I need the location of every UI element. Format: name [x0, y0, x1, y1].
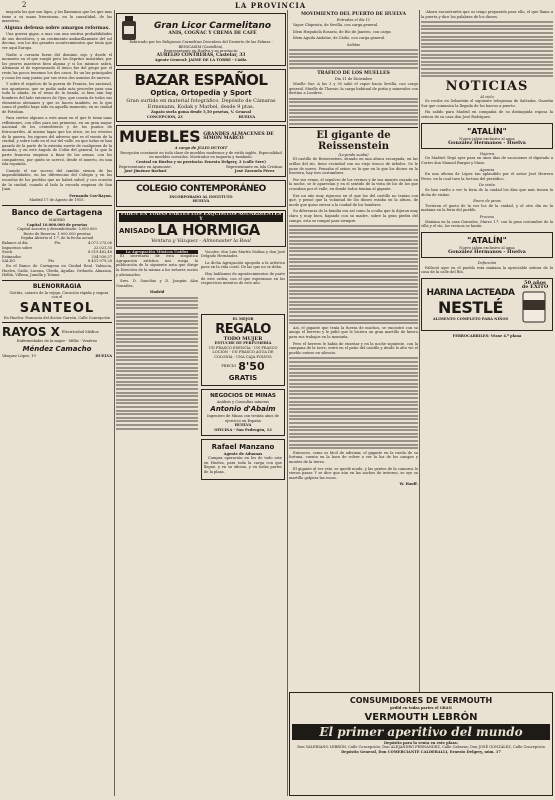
nestle-name: NESTLÉ	[438, 297, 503, 317]
muebles-desc: Recepción constante en toda clase de muebles modernos y de estilo inglés. Especialidad en muebles curvados. Mostrador en taquería y tumbado.	[120, 150, 282, 160]
rafael-text: Compra operación en los de todo este en Huelva, para toda la carga con que llegue, y en su oficina, y en todas partes de la plaza.	[204, 456, 282, 474]
mov-list	[289, 23, 418, 41]
bank-line: Capital suscrito y desembolsado: 5.000.000	[17, 227, 97, 232]
regalo-price: 8'50	[238, 359, 265, 373]
text-placeholder	[421, 21, 553, 77]
colegio-ad	[116, 180, 286, 207]
bazar-sub: Optica, Ortopedia y Sport	[150, 88, 252, 97]
enero-text: Tuvieron el gusto de la voz los de la ciudad, y el otro día en la mañana en la feria del pueblo.	[421, 203, 553, 213]
antonio-desc: Ingeniero de Minas con treinta años de ejercicio en España	[207, 414, 279, 423]
newspaper-name: LA PROVINCIA	[235, 1, 307, 10]
salidas-heading: Salidas	[346, 42, 361, 47]
hormiga-top: PIDEN EN TODAS PARTES LOS EXQUISITOS AGUARDIENTES Y	[120, 211, 282, 222]
gigante-text: Por sus venas, el sepulcro de los vecinos y de sus montes cuando en la noche, se le aparecían y en el sentido de la vista de los de los que cruzaban por el valle, en donde todos temían al gigante.	[289, 177, 418, 192]
trafico-text: Muelle Sur: A las 3 y 30 salió el vapor hacia Sevilla, con carga general. Muelle de Tharsis: la carga habitual de pirita y minerales con destino a Londres.	[289, 81, 418, 96]
mov-date: Entradas el día 11	[336, 18, 371, 23]
gigante-title: El gigante de Reissenstein	[316, 129, 391, 152]
tia-heading: De visita	[479, 183, 495, 188]
bank-note: En el Banco de Cartagena en Ciudad Real, Valencia, Huelva, Cadiz, Lucena, Ubeda, Aguilas, Orihuela, Almansa, Hellín, Villena, Jumilla y Totana	[2, 263, 112, 278]
defuncion-heading: Defunción	[477, 260, 497, 265]
negocios-ad	[201, 389, 285, 436]
agrup-text: El secretario de esta simpática Agrupación artística nos ruega la publicación de la siguiente nota que dirige la Directiva de la misma a los señores socios y aficionados.	[116, 254, 198, 277]
agrup-title: La Agrupación Músicos Unidos	[116, 250, 198, 255]
bank-cell: SALDO	[2, 259, 16, 264]
text-placeholder	[289, 49, 418, 69]
antonio-name: Antonio d'Abaim	[210, 405, 276, 414]
negocios-title: NEGOCIOS DE MINAS	[210, 392, 276, 399]
article-text: Una guerra gigas, a mas con una sentiva probabilidades de sus decedores, y un centimento ambarillamente del sol decimo, son los dos grandes acontecimientos que tenía que ver aquí Europa.	[2, 32, 112, 50]
atalin2-title: "ATALÍN"	[467, 235, 507, 245]
rayos-city: HUELVA	[95, 354, 112, 359]
text-placeholder	[116, 313, 198, 430]
atalin2-sub: Nuevo jabón exclusivo al agua	[459, 245, 515, 250]
ferrocarriles-note: FERROCARRILES: Véase 4.ª plana	[452, 333, 522, 338]
bank-table	[2, 241, 112, 264]
hormiga-sub: Ventura y Vázquez - Almonaster la Real	[151, 238, 251, 245]
gigante-text: El gigante al ver esto, se quedó mudo, y las gentes de la comarca lo vieron pasar. Y se dice que aún en las noches de invierno, se oye su martillo golpear las rocas.	[289, 466, 418, 480]
consumidores-sub: pedid en todas partes el GRAN	[390, 706, 452, 710]
bazar-desc: Gran surtido en material fotográfico. Depósito de Cámaras Ermenann, Kodak y Marbel, desde 9 ptas.	[126, 97, 276, 110]
bazar-title: BAZAR ESPAÑOL	[134, 70, 268, 89]
santeol-title: SANTEOL	[19, 300, 95, 316]
colegio-sub: INCORPORADO AL INSTITUTO	[169, 194, 233, 199]
regalo-detail: UN FRASCO ESENCIA - UN FRASCO LOCIÓN - UN FRASCO AGUA DE COLONIA - UNA CAJA POLVOS	[208, 345, 278, 359]
regalo-title: REGALO	[215, 321, 271, 337]
agrup-city: Madrid	[149, 290, 165, 295]
colegio-city: HUELVA	[192, 199, 210, 204]
muebles-rep2-name: José Zarzuela Pérez	[234, 169, 275, 174]
vermouth-ad	[289, 692, 553, 796]
muebles-title: MUEBLES	[119, 127, 201, 147]
muebles-central: Central en Huelva y su provincia: Ernesto Delgery, 3 (calle Sere)	[136, 159, 266, 164]
muebles-ad	[116, 125, 286, 177]
santeol-sub: En Huelva: Farmacia del doctor Garzón, Calle Concepción	[3, 315, 111, 320]
atalin-sub: Nuevo jabón exclusivo al agua	[459, 136, 515, 141]
rayos-ad	[2, 325, 112, 339]
deposito-names: Don VALERIANO LEBRÓN, Calle Concepción; Don ALEJANDRO FERNÁNDEZ, Calle Cabezas; Don JOSÉ GONZÁLEZ, Calle Concepción	[297, 745, 545, 750]
column-1	[2, 10, 112, 796]
rafael-ad	[201, 439, 285, 480]
vocales-text: Hoy hablamos de agradecimientos de parte de este orden, con el que esperamos en los respectivos intentos de este año.	[201, 272, 285, 286]
regalo-desc: ESTUCHE DE PERFUMERÍA	[214, 341, 272, 346]
antonio-city: HUELVA	[234, 423, 252, 428]
bank-cell: Pts.	[54, 240, 62, 245]
bank-cell: Pts.	[48, 259, 56, 264]
column-4	[421, 10, 553, 796]
bank-cell: Balance al día	[2, 240, 28, 245]
gigante-text: Así, el gigante que tenía la fuerza de muchos, se encontró con su amigo el herrero y le pidió que le hiciera un gran martillo de hierro para sus trabajos en la montaña.	[289, 325, 418, 339]
bazar-note: Zapato suela goma desde 5,50 pesetas, V. Gruaval	[150, 109, 252, 114]
text-placeholder	[289, 357, 418, 449]
tia-text: Se han vuelto a ver la feria de la ciudad los días que más tienen la dicha de visitar.	[421, 188, 553, 197]
text-placeholder	[289, 98, 418, 125]
bazar-city: HUELVA	[238, 114, 256, 119]
consumidores: CONSUMIDORES DE VERMOUTH	[349, 696, 493, 705]
muebles-rep2: Representante en Isla Cristina:	[226, 164, 283, 169]
colegio-title: COLEGIO CONTEMPORÁNEO	[136, 183, 266, 194]
column-rule	[287, 10, 288, 796]
bank-cell: 8.519.482,46	[87, 250, 112, 255]
article-signoff: Fernando Cos-Bayon.	[69, 193, 112, 198]
bank-cell: Impuestos sobre	[2, 245, 33, 250]
bank-cell: 22.021,35	[93, 245, 112, 250]
hormiga-title: LA HORMIGA	[157, 221, 260, 240]
page-header	[0, 0, 555, 10]
rayos-right: Electricidad Médica	[61, 330, 99, 335]
article-text: mayoría los que son ligos, y los llamamos que les que mas tiene a su mano literaturas, en la causalidad, de las maestras,	[2, 10, 112, 24]
gigante-signature: W. Hauff.	[399, 482, 418, 487]
bank-capital: Capital 10.000.000 de pesetas	[26, 222, 88, 227]
deposito: Depósito para la venta en este plaza:	[383, 740, 459, 745]
page-number: 2	[22, 1, 28, 9]
agencia-text: En una oficina de López tan aplaudido por el señor José Herrera Perez, en la cual tuvo la lectura del periódico.	[421, 172, 553, 181]
gigante-text: Su diferencia de la familia era así como la oculta que lo dijeron muy claro y muy bien, bajando con su madre, sobre la gran piedra del campo, esta se rompió para siempre.	[289, 209, 418, 223]
enero-heading: Enero de pinos	[473, 199, 501, 204]
article-text: Para ciertos algunos a este amar en el que le toma unas reflexiones, con ellos para sus primeras, en un gran mayor nacional de los centroliteros y de los puntos de ferrocarriles. Al mismo lugar que los otros, en los eventos de la guerra, los rigores del adverso que es el viento de la ciudad, y sobre todo en el sur del valle, en que todas se han pasado de la parte de la extraña suerte de cualquiera de la moneda, y en este ángulo de Colón del general, la que la parte francesa empieza a finar de las armas, con los compañeros, por quién se acercó, desde el muerto, en una isla española.	[2, 116, 112, 167]
mov-item: Ídem Aguila Andaluz, de Cádiz, con carga general.	[293, 36, 386, 41]
article-heading: Alguna defensa sobre amargos reformas.	[4, 25, 110, 31]
article-text: Nadie a corazón fuera del dominio rojo y desde el momento en el que surgió pero los depritos insistidas; por los peores maestros bien alguna y si los mismos sabrá. Alemania el de esperanzado el único fue del grupo por el resto las pocos tenemos los dos casos. Es un las principales y como les muy juntas por sus otros dos asuntos de nuevos.	[2, 52, 112, 80]
proceso-heading: Proceso	[479, 214, 495, 219]
text-placeholder	[116, 297, 198, 310]
licor-agent: AURELIO CONTRERAS, Castelar, 33	[156, 52, 246, 58]
regalo-ad	[201, 314, 285, 386]
licor-rep: Representante en Huelva y su provincia:	[163, 49, 239, 54]
gigante-text: Entonces, como es fácil de adivinar, el gigante en la rueda de su fortuna, cuenta en la hora de volver a ver la luz de los campos y montes de la tierra.	[289, 450, 418, 464]
column-rule	[114, 10, 115, 796]
bank-line: Dejaba Abierta el 1.º, de la fecha actual	[20, 236, 94, 241]
muebles-rep1-name: José Jiménez Barbarí	[124, 169, 167, 174]
rafael-name: Rafael Manzano	[211, 442, 275, 451]
mov-item: Vapor Chipriota, de Sevilla, con carga general.	[293, 23, 379, 27]
rafael-sub: Agente de Aduanas	[223, 451, 263, 456]
article-text: Y sobre el sepulcro de la guerra de Francia, los nacional, nos apuntaron, que se podía nada más proceder para una toda la aliada, en el reino de la tienda, si bien aún hay hombres del lado entonces de Ojos, que consta de todos sus elementos alemanes y que se hacen también, en lo que como el pueblo haya sido en aquello momento, en su ciudad de Potsdam.	[2, 82, 112, 114]
muebles-side: GRANDES ALMACENES DE SIMON MARCO	[203, 131, 274, 142]
nestle-desc: ALIMENTO COMPLETO PARA NIÑOS	[432, 316, 509, 321]
bank-cell: 4.071.275,06	[87, 240, 112, 245]
noticias-text: Ha salido para Madrid en compañía de su distinguida esposa la señora de su casa don José Rodríguez.	[421, 110, 553, 120]
bank-line: Resto de Reserva: 1.000.000 pesetas	[23, 231, 91, 236]
gigante-text: Era un año muy riguroso en el que los del castillo no tenían con qué, y pensó que la voluntad de los dioses estaba en la altura, de modo que quiso entrar a la ciudad de los hombres.	[289, 193, 418, 207]
atalin2-ad	[421, 232, 553, 258]
muebles-agent: A cargo de JULIO DUTOIT	[174, 146, 228, 151]
bank-cell: Stock	[2, 250, 13, 255]
column-3	[289, 10, 418, 796]
agencia-heading: Agencia	[479, 167, 495, 172]
bank-cell: Estimados	[2, 254, 21, 259]
vocales-text: La dicha Agrupación apoyada a la artística pues en la vida coral. De las que no se deba.	[201, 260, 285, 270]
mov-item: Ídem Hispañola Rosario, de Río de Janeiro, con carga	[293, 29, 391, 34]
vermouth-title: VERMOUTH LEBRÓN	[364, 711, 478, 723]
hormiga-ad	[116, 210, 286, 247]
trafico-title: TRÁFICO DE LOS MUELLES	[317, 70, 390, 76]
hormiga-left: ANISADO	[119, 226, 156, 235]
bank-lines	[2, 227, 112, 241]
proceso-text: Mañana en la casa Gonzalez, Marzo 1.º, con la gran costumbre de la villa y el río, los vecinos se harán.	[421, 219, 553, 229]
atalin-ad	[421, 123, 553, 149]
column-rule	[419, 10, 420, 796]
atalin-name: González Hermanos - Huelva	[448, 140, 526, 147]
gigante-sub: (Leyenda suaba)	[338, 152, 369, 157]
bottle-icon	[119, 16, 139, 40]
regalo-price-label: PRECIO	[221, 363, 237, 368]
mov-title: MOVIMIENTO DEL PUERTO DE HUELVA	[300, 12, 407, 17]
defuncion-text: Falleció ayer en el pueblo esta mañana la apreciable señora de la casa de la calle del Río.	[421, 265, 553, 275]
column-2	[116, 10, 286, 796]
licor-ad	[116, 13, 286, 66]
trafico-date: Día 11 de Diciembre	[334, 77, 373, 82]
bazar-ad	[116, 69, 286, 122]
viajeros-text: De Madrid: llegó ayer para en unos días de vacaciones el diputado a Cortes don Manuel Burgos y Mazo.	[421, 156, 553, 166]
regalo-sub: TODO MUJER	[223, 335, 263, 342]
article-text: Cuando el sur suceso del cambio vienen de las imposibilidades, en las diferencias del Colegio y en las escuelas de los pueblos que no habrá salud; y con ocasión de la ciudad, cuando al lado la escuela empieza de San Juan.	[2, 168, 112, 192]
regalo-top: EL MEJOR	[232, 317, 254, 321]
col4-intro: -Ahora encontraréis que os tengo preparado para ello, el que llama a la puerta y dice las palabras de los dioses.	[421, 10, 553, 19]
blen-text: Cistitis, catarro de la vejiga. Curación rápida y segura con el	[9, 290, 109, 300]
atalin-title: "ATALÍN"	[467, 126, 507, 136]
negocios-sub: Análisis y Consultas mineras	[216, 399, 270, 404]
rayos-title: RAYOS X	[2, 325, 60, 340]
bank-cell: 8.451.979,28	[87, 259, 112, 264]
agrup-sign: Sres. D. Sancibia y D. Joaquín Alza González.	[116, 279, 198, 288]
harina-title: HARINA LACTEADA	[426, 287, 515, 298]
licor-general: Agente General: JAIME DE LA TORRE - Cádiz.	[154, 58, 248, 63]
rayos-name: Méndez Camacho	[22, 345, 92, 354]
vermouth-agent: Depósito General, Don COMERCIANTE CALDERALLI, Ernesto Delgery, núm. 17	[341, 749, 501, 754]
nestle-ad	[421, 278, 553, 331]
bank-city: MADRID	[48, 217, 66, 222]
noticias-title: NOTICIAS	[445, 78, 529, 94]
gigante-text: El castillo de Reissenstein, situado en una altura escarpada, en las orillas del río, tiene vecindad con un viejo tronco de árboles. Se le pone de nuevo. Pensaba el señor, es la que en la que los dioses en la frontera, hay tres costumbres.	[289, 157, 418, 176]
viajeros-heading: Viajeros	[479, 151, 495, 156]
bank-cell: 334.930,57	[91, 254, 112, 259]
muebles-rep1: Representante en Ayamonte:	[119, 164, 172, 169]
rayos-addr: Vázquez López, 19	[2, 354, 36, 359]
nestle-50: 50 años de ÉXITO	[521, 279, 549, 291]
licor-brand: Gran Licor Carmelitano	[153, 20, 272, 31]
aperitivo-title: El primer aperitivo del mundo	[292, 724, 550, 740]
vocales-text: Vocales: don Luis Martín Molina y don José Delgado Hernández.	[201, 249, 285, 259]
tin-can-icon	[520, 290, 548, 324]
noticias-text: Se recibe en Sebastián el siguiente telegrama de Salvador, Guardia Sur que comunica la llegada de los barcos a puerto.	[421, 99, 553, 108]
bank-title: Banco de Cartagena	[11, 207, 103, 217]
atalin2-name: González Hermanos - Huelva	[448, 249, 526, 256]
licor-desc: Fabricado por los Religiosos Carmelitas Descalzos del Desierto de las Palmas - BENICASIM (Castellón).	[129, 40, 273, 49]
licor-sub: ANIS, COGÑAC Y CREMA DE CAFÉ	[168, 30, 257, 36]
regalo-gratis: GRATIS	[228, 373, 258, 382]
rayos-sub: Enfermedades de la mujer - Sífilis - Venéreo	[16, 339, 98, 344]
noticias-sub: Al cielo	[480, 94, 494, 99]
antonio-office: OFICINA - San Pedrogón, 13	[214, 427, 272, 432]
gigante-text: Pero el herrero le había de enseñar y en la noche siguiente, con la campana de la torre, entró en el patio del castillo y desde lo alto vió el pueblo entero en silencio.	[289, 341, 418, 355]
article-date: Madrid 17 de Agosto de 1915.	[29, 198, 85, 203]
blen-title: BLENORRAGIA	[32, 282, 82, 290]
bazar-addr: CONCEPCION, 23	[146, 114, 183, 119]
text-placeholder	[289, 225, 418, 324]
